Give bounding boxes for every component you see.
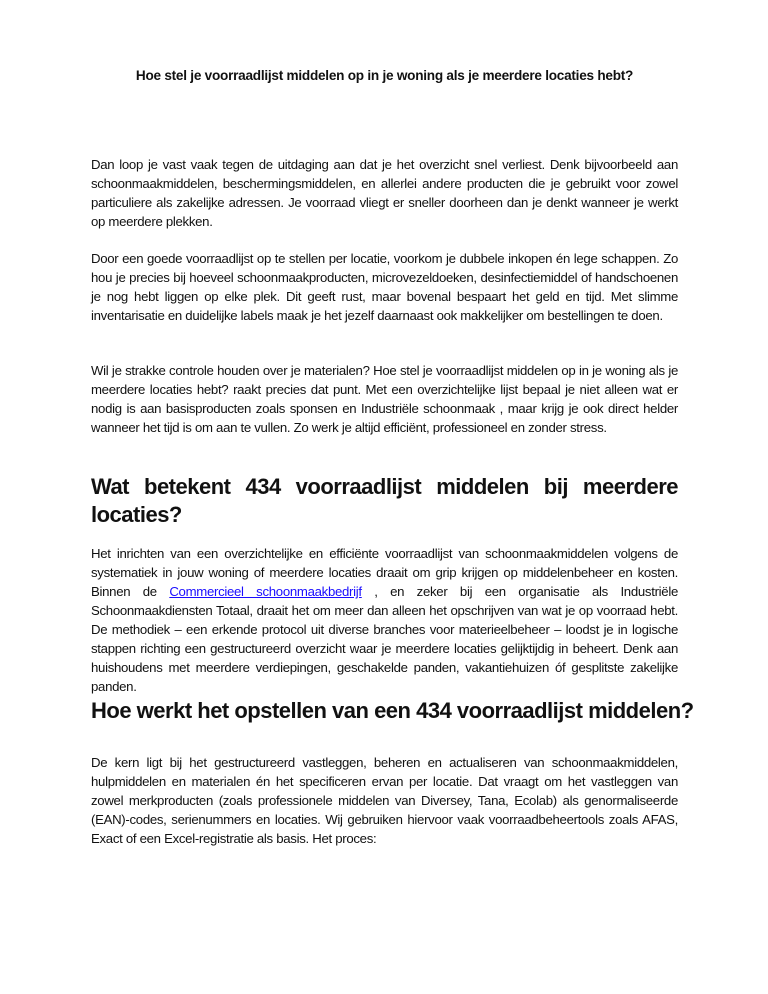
document-title: Hoe stel je voorraadlijst middelen op in je woning als je meerdere locaties hebt? — [135, 68, 634, 83]
section-heading-how-it-works: Hoe werkt het opstellen van een 434 voorraadlijst middelen? — [91, 698, 694, 723]
meaning-paragraph-text-start: Het inrichten van een overzichtelijke en efficiënte voorraadlijst van schoonmaakmiddelen volgens de systematiek in jouw woning of meerdere locaties draait om grip krijgen op middelenbeheer en kosten. Binnen de — [91, 546, 678, 599]
process-paragraph: De kern ligt bij het gestructureerd vastleggen, beheren en actualiseren van schoonmaakmiddelen, hulpmiddelen en materialen én het specificeren ervan per locatie. Dat vraagt om het vastleggen van zowel merkproducten (zoals professionele middelen van Diversey, Tana, Ecolab) als genormaliseerde (EAN)-codes, serienummers en locaties. Wij gebruiken hiervoor vaak voorraadbeheertools zoals AFAS, Exact of een Excel-registratie als basis. Het proces: — [91, 755, 678, 846]
section-heading-meaning: Wat betekent 434 voorraadlijst middelen bij meerdere locaties? — [91, 474, 678, 527]
meaning-paragraph-text-end: , en zeker bij een organisatie als Industriële Schoonmaakdiensten Totaal, draait het om meer dan alleen het opschrijven van wat je op voorraad hebt. De methodiek – een erkende protocol uit diverse branches voor materieelbeheer – loodst je in logische stappen richting een gestructureerd overzicht waar je meerdere locaties gelijktijdig in beheert. Denk aan huishoudens met meerdere verdiepingen, geschakelde panden, vakantiehuizen óf gesplitste zakelijke panden. — [91, 584, 678, 694]
benefits-paragraph: Door een goede voorraadlijst op te stellen per locatie, voorkom je dubbele inkopen én lege schappen. Zo hou je precies bij hoeveel schoonmaakproducten, microvezeldoeken, desinfectiemiddel of handschoenen je nog hebt liggen op elke plek. Dit geeft rust, maar bovenal bespaart het geld en tijd. Met slimme inventarisatie en duidelijke labels maak je het jezelf daarnaast ook makkelijker om bestellingen te doen. — [91, 251, 678, 323]
commercieel-schoonmaakbedrijf-link[interactable]: Commercieel schoonmaakbedrijf — [169, 584, 362, 599]
intro-paragraph: Dan loop je vast vaak tegen de uitdaging aan dat je het overzicht snel verliest. Denk bijvoorbeeld aan schoonmaakmiddelen, beschermingsmiddelen, en allerlei andere producten die je gebruikt voor zowel particuliere als zakelijke adressen. Je voorraad vliegt er sneller doorheen dan je denkt wanneer je werkt op meerdere plekken. — [91, 157, 678, 229]
control-paragraph: Wil je strakke controle houden over je materialen? Hoe stel je voorraadlijst middelen op in je woning als je meerdere locaties hebt? raakt precies dat punt. Met een overzichtelijke lijst bepaal je niet alleen wat er nodig is aan basisproducten zoals sponsen en Industriële schoonmaak , maar krijg je ook direct helder wanneer het tijd is om aan te vullen. Zo werk je altijd efficiënt, professioneel en zonder stress. — [91, 363, 678, 435]
meaning-paragraph — [91, 544, 678, 696]
